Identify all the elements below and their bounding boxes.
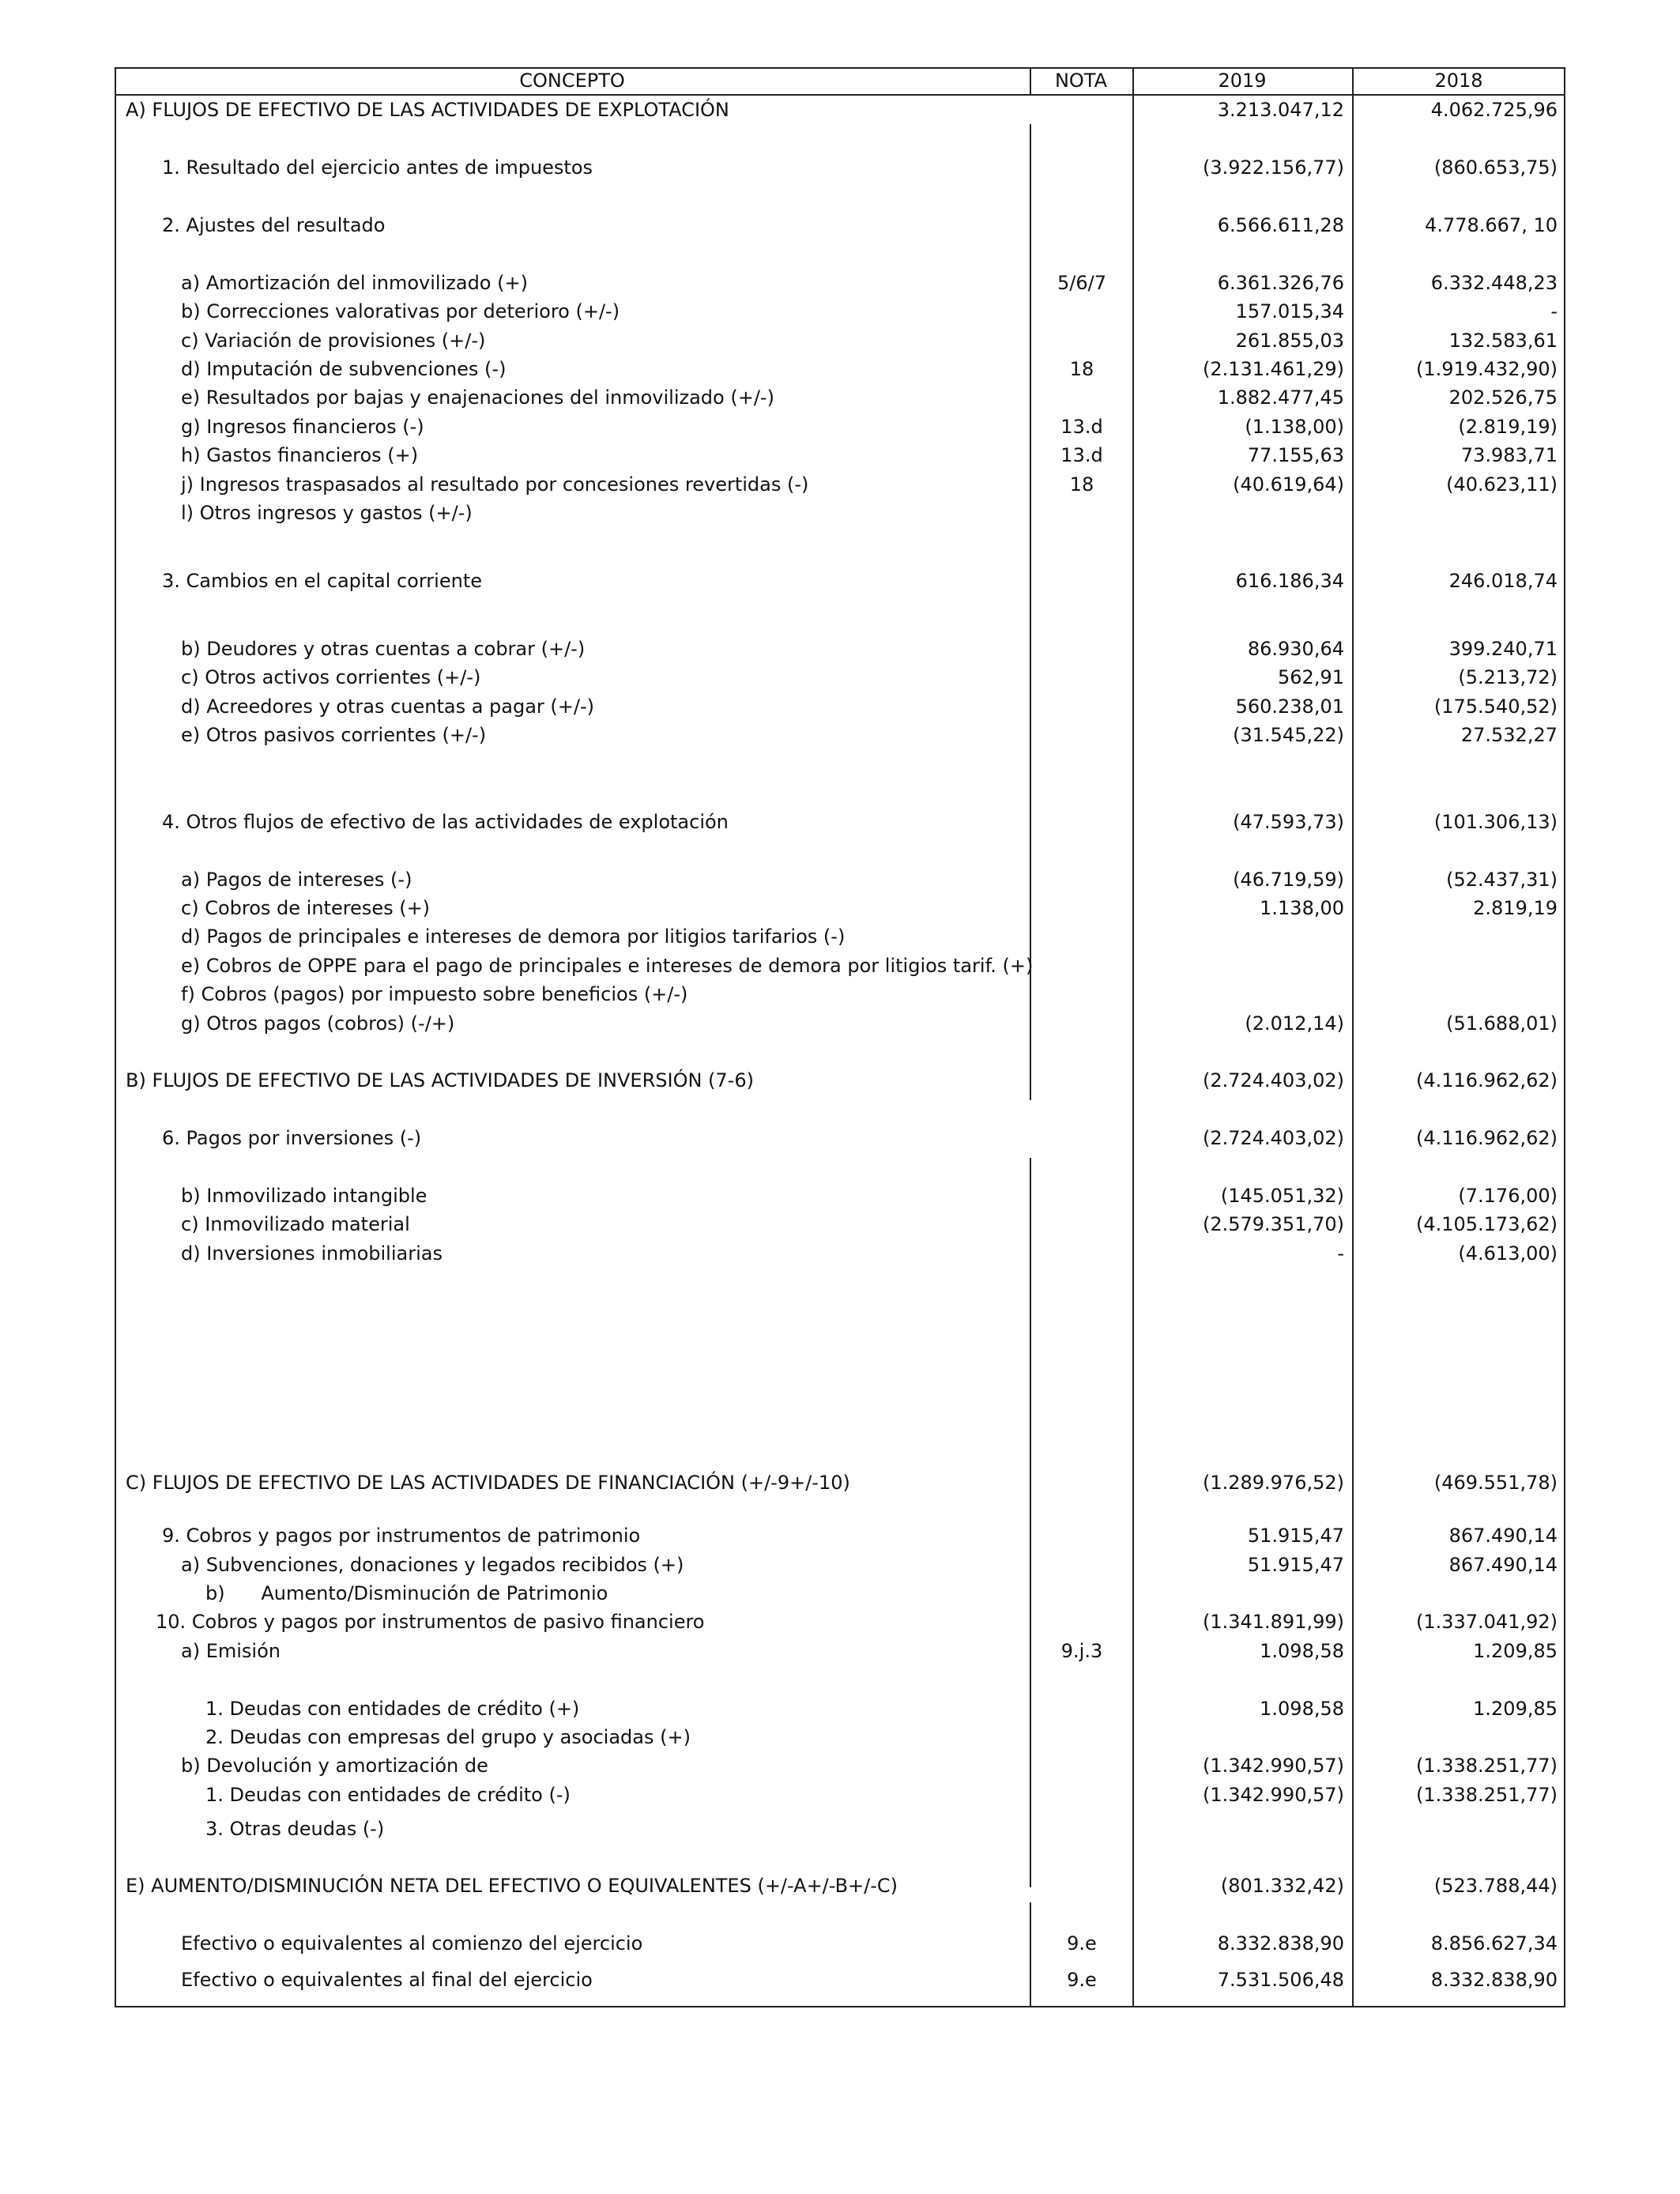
row-label: Efectivo o equivalentes al comienzo del ejercicio — [181, 1932, 643, 1955]
row-value-2019: 8.332.838,90 — [1217, 1932, 1344, 1955]
header-nota: NOTA — [1054, 70, 1108, 92]
row-label: g) Otros pagos (cobros) (-/+) — [181, 1012, 455, 1035]
row-value-2018: (1.337.041,92) — [1415, 1611, 1558, 1633]
table-row — [115, 441, 1565, 469]
row-value-2018: (4.613,00) — [1458, 1242, 1558, 1265]
row-value-2019: (145.051,32) — [1220, 1185, 1344, 1207]
row-label: d) Acreedores y otras cuentas a pagar (+/-) — [181, 696, 595, 718]
row-value-2019: 6.361.326,76 — [1217, 272, 1344, 294]
row-value-2018: 73.983,71 — [1460, 444, 1558, 466]
table-row — [115, 1124, 1565, 1152]
row-value-2018: (1.338.251,77) — [1415, 1755, 1558, 1777]
row-value-2019: (2.579.351,70) — [1202, 1213, 1344, 1235]
row-value-2018: 27.532,27 — [1460, 724, 1558, 746]
row-label: c) Otros activos corrientes (+/-) — [181, 666, 481, 688]
row-value-2019: (1.342.990,57) — [1202, 1784, 1344, 1806]
row-value-2018: (52.437,31) — [1446, 869, 1558, 891]
row-note: 9.e — [1067, 1969, 1097, 1991]
row-value-2019: (2.012,14) — [1245, 1012, 1344, 1035]
table-row — [115, 1695, 1565, 1723]
row-value-2018: (7.176,00) — [1458, 1185, 1558, 1207]
table-row — [115, 692, 1565, 721]
table-row — [115, 1521, 1565, 1550]
row-label: d) Pagos de principales e intereses de demora por litigios tarifarios (-) — [181, 925, 846, 948]
row-label: d) Imputación de subvenciones (-) — [181, 358, 507, 380]
table-row — [115, 1608, 1565, 1636]
table-row — [115, 1815, 1565, 1843]
row-label: 2. Ajustes del resultado — [162, 214, 386, 236]
table-row — [115, 413, 1565, 441]
row-value-2018: (1.338.251,77) — [1415, 1784, 1558, 1806]
cash-flow-table — [115, 67, 1565, 2007]
row-value-2019: 51.915,47 — [1247, 1554, 1344, 1576]
row-value-2018: (51.688,01) — [1446, 1012, 1558, 1035]
table-row — [115, 1239, 1565, 1268]
row-value-2018: 8.856.627,34 — [1430, 1932, 1558, 1955]
row-label: l) Otros ingresos y gastos (+/-) — [181, 502, 473, 524]
table-row — [115, 1872, 1565, 1900]
row-value-2018: 246.018,74 — [1448, 570, 1558, 592]
header-2018: 2018 — [1434, 70, 1483, 92]
row-value-2019: (1.138,00) — [1245, 416, 1344, 438]
table-row — [115, 808, 1565, 836]
row-value-2018: 1.209,85 — [1473, 1640, 1558, 1662]
header-row — [115, 66, 1565, 95]
row-value-2018: (2.819,19) — [1458, 416, 1558, 438]
row-value-2019: 7.531.506,48 — [1217, 1969, 1344, 1991]
row-value-2019: 77.155,63 — [1247, 444, 1344, 466]
table-row — [115, 1723, 1565, 1751]
row-value-2018: (1.919.432,90) — [1415, 358, 1558, 380]
row-value-2019: (801.332,42) — [1220, 1875, 1344, 1897]
header-concepto: CONCEPTO — [519, 70, 625, 92]
table-row — [115, 326, 1565, 355]
row-label: a) Emisión — [181, 1640, 281, 1662]
table-row — [115, 1781, 1565, 1809]
row-value-2019: 261.855,03 — [1235, 330, 1344, 352]
row-value-2018: 4.778.667, 10 — [1425, 214, 1558, 236]
row-value-2019: (2.724.403,02) — [1202, 1127, 1344, 1149]
row-label: h) Gastos financieros (+) — [181, 444, 419, 466]
table-row — [115, 269, 1565, 297]
row-value-2019: (2.131.461,29) — [1202, 358, 1344, 380]
row-label: Efectivo o equivalentes al final del ejercicio — [181, 1969, 593, 1991]
table-row — [115, 499, 1565, 527]
row-value-2018: (101.306,13) — [1433, 811, 1558, 833]
row-value-2018: (4.105.173,62) — [1415, 1213, 1558, 1235]
row-value-2019: 86.930,64 — [1247, 638, 1344, 660]
row-value-2019: 560.238,01 — [1235, 696, 1344, 718]
row-value-2018: 867.490,14 — [1448, 1525, 1558, 1547]
table-row — [115, 96, 1565, 124]
row-value-2018: 132.583,61 — [1448, 330, 1558, 352]
table-row — [115, 153, 1565, 182]
row-value-2019: 1.098,58 — [1260, 1640, 1344, 1662]
row-label: 3. Cambios en el capital corriente — [162, 570, 482, 592]
row-label: 1. Resultado del ejercicio antes de impuestos — [162, 156, 593, 179]
row-label: b) Devolución y amortización de — [181, 1755, 488, 1777]
row-value-2018: (860.653,75) — [1433, 156, 1558, 179]
row-value-2019: (1.289.976,52) — [1202, 1472, 1344, 1494]
row-value-2018: 2.819,19 — [1473, 897, 1558, 919]
row-value-2018: 399.240,71 — [1448, 638, 1558, 660]
row-value-2019: 562,91 — [1278, 666, 1344, 688]
row-value-2018: 202.526,75 — [1448, 386, 1558, 409]
table-row — [115, 1579, 1565, 1608]
row-value-2019: 1.098,58 — [1260, 1698, 1344, 1720]
table-row — [115, 1551, 1565, 1579]
row-label: 3. Otras deudas (-) — [205, 1818, 385, 1840]
row-value-2018: (4.116.962,62) — [1415, 1069, 1558, 1091]
row-label: a) Amortización del inmovilizado (+) — [181, 272, 528, 294]
row-note: 5/6/7 — [1057, 272, 1106, 294]
table-row — [115, 1966, 1565, 1994]
table-row — [115, 567, 1565, 595]
row-label: C) FLUJOS DE EFECTIVO DE LAS ACTIVIDADES DE FINANCIACIÓN (+/-9+/-10) — [126, 1472, 850, 1494]
row-value-2018: (523.788,44) — [1433, 1875, 1558, 1897]
row-label: 10. Cobros y pagos por instrumentos de pasivo financiero — [156, 1611, 705, 1633]
table-row — [115, 297, 1565, 326]
row-value-2019: 1.138,00 — [1260, 897, 1344, 919]
row-value-2019: (47.593,73) — [1233, 811, 1344, 833]
table-row — [115, 1066, 1565, 1095]
table-row — [115, 355, 1565, 383]
row-value-2019: (2.724.403,02) — [1202, 1069, 1344, 1091]
table-row — [115, 211, 1565, 239]
row-value-2019: - — [1337, 1242, 1344, 1265]
row-label: d) Inversiones inmobiliarias — [181, 1242, 443, 1265]
row-value-2019: 3.213.047,12 — [1217, 99, 1344, 121]
table-row — [115, 1210, 1565, 1238]
table-row — [115, 865, 1565, 894]
table-row — [115, 894, 1565, 922]
table-row — [115, 470, 1565, 499]
row-value-2018: (40.623,11) — [1446, 473, 1558, 496]
row-note: 13.d — [1060, 444, 1103, 466]
row-value-2019: (31.545,22) — [1233, 724, 1344, 746]
row-value-2019: 157.015,34 — [1235, 300, 1344, 322]
table-row — [115, 1009, 1565, 1038]
table-row — [115, 1751, 1565, 1780]
table-row — [115, 663, 1565, 692]
row-value-2018: (469.551,78) — [1433, 1472, 1558, 1494]
row-label: g) Ingresos financieros (-) — [181, 416, 424, 438]
row-label: e) Cobros de OPPE para el pago de principales e intereses de demora por litigios tarif. (+) — [181, 955, 1034, 977]
table-row — [115, 980, 1565, 1008]
row-value-2018: (4.116.962,62) — [1415, 1127, 1558, 1149]
row-label: A) FLUJOS DE EFECTIVO DE LAS ACTIVIDADES DE EXPLOTACIÓN — [126, 99, 729, 121]
table-row — [115, 383, 1565, 412]
row-value-2018: 6.332.448,23 — [1430, 272, 1558, 294]
row-label: f) Cobros (pagos) por impuesto sobre beneficios (+/-) — [181, 983, 688, 1005]
row-note: 9.j.3 — [1060, 1640, 1103, 1662]
row-value-2018: 867.490,14 — [1448, 1554, 1558, 1576]
row-value-2018: 1.209,85 — [1473, 1698, 1558, 1720]
row-value-2018: 8.332.838,90 — [1430, 1969, 1558, 1991]
table-row — [115, 1182, 1565, 1210]
row-label: 6. Pagos por inversiones (-) — [162, 1127, 422, 1149]
row-label: B) FLUJOS DE EFECTIVO DE LAS ACTIVIDADES DE INVERSIÓN (7-6) — [126, 1069, 754, 1091]
table-row — [115, 1637, 1565, 1665]
row-label: 4. Otros flujos de efectivo de las actividades de explotación — [162, 811, 729, 833]
row-label: b) Aumento/Disminución de Patrimonio — [205, 1582, 608, 1604]
row-label: b) Deudores y otras cuentas a cobrar (+/-) — [181, 638, 586, 660]
row-value-2019: (46.719,59) — [1233, 869, 1344, 891]
row-value-2018: (5.213,72) — [1458, 666, 1558, 688]
row-note: 9.e — [1067, 1932, 1097, 1955]
row-label: c) Inmovilizado material — [181, 1213, 410, 1235]
row-note: 18 — [1069, 473, 1094, 496]
row-value-2019: (40.619,64) — [1233, 473, 1344, 496]
row-value-2019: 6.566.611,28 — [1217, 214, 1344, 236]
row-label: c) Cobros de intereses (+) — [181, 897, 431, 919]
row-value-2018: (175.540,52) — [1433, 696, 1558, 718]
table-row — [115, 952, 1565, 980]
row-label: 1. Deudas con entidades de crédito (+) — [205, 1698, 580, 1720]
row-value-2018: 4.062.725,96 — [1430, 99, 1558, 121]
row-note: 13.d — [1060, 416, 1103, 438]
row-value-2018: - — [1550, 300, 1558, 322]
row-label: a) Subvenciones, donaciones y legados recibidos (+) — [181, 1554, 684, 1576]
row-value-2019: (1.341.891,99) — [1202, 1611, 1344, 1633]
row-value-2019: 51.915,47 — [1247, 1525, 1344, 1547]
row-label: b) Correcciones valorativas por deterioro (+/-) — [181, 300, 620, 322]
table-row — [115, 1468, 1565, 1497]
row-value-2019: 616.186,34 — [1235, 570, 1344, 592]
table-row — [115, 1929, 1565, 1958]
row-label: a) Pagos de intereses (-) — [181, 869, 412, 891]
row-note: 18 — [1069, 358, 1094, 380]
row-label: b) Inmovilizado intangible — [181, 1185, 428, 1207]
row-value-2019: (1.342.990,57) — [1202, 1755, 1344, 1777]
row-label: E) AUMENTO/DISMINUCIÓN NETA DEL EFECTIVO O EQUIVALENTES (+/-A+/-B+/-C) — [126, 1875, 898, 1897]
row-label: 2. Deudas con empresas del grupo y asociadas (+) — [205, 1726, 691, 1748]
table-row — [115, 635, 1565, 663]
row-label: 9. Cobros y pagos por instrumentos de patrimonio — [162, 1525, 641, 1547]
header-2019: 2019 — [1218, 70, 1267, 92]
row-value-2019: 1.882.477,45 — [1217, 386, 1344, 409]
row-label: 1. Deudas con entidades de crédito (-) — [205, 1784, 571, 1806]
table-row — [115, 922, 1565, 951]
row-label: e) Resultados por bajas y enajenaciones del inmovilizado (+/-) — [181, 386, 774, 409]
row-label: e) Otros pasivos corrientes (+/-) — [181, 724, 487, 746]
row-value-2019: (3.922.156,77) — [1202, 156, 1344, 179]
row-label: c) Variación de provisiones (+/-) — [181, 330, 486, 352]
table-row — [115, 721, 1565, 749]
row-label: j) Ingresos traspasados al resultado por concesiones revertidas (-) — [181, 473, 809, 496]
